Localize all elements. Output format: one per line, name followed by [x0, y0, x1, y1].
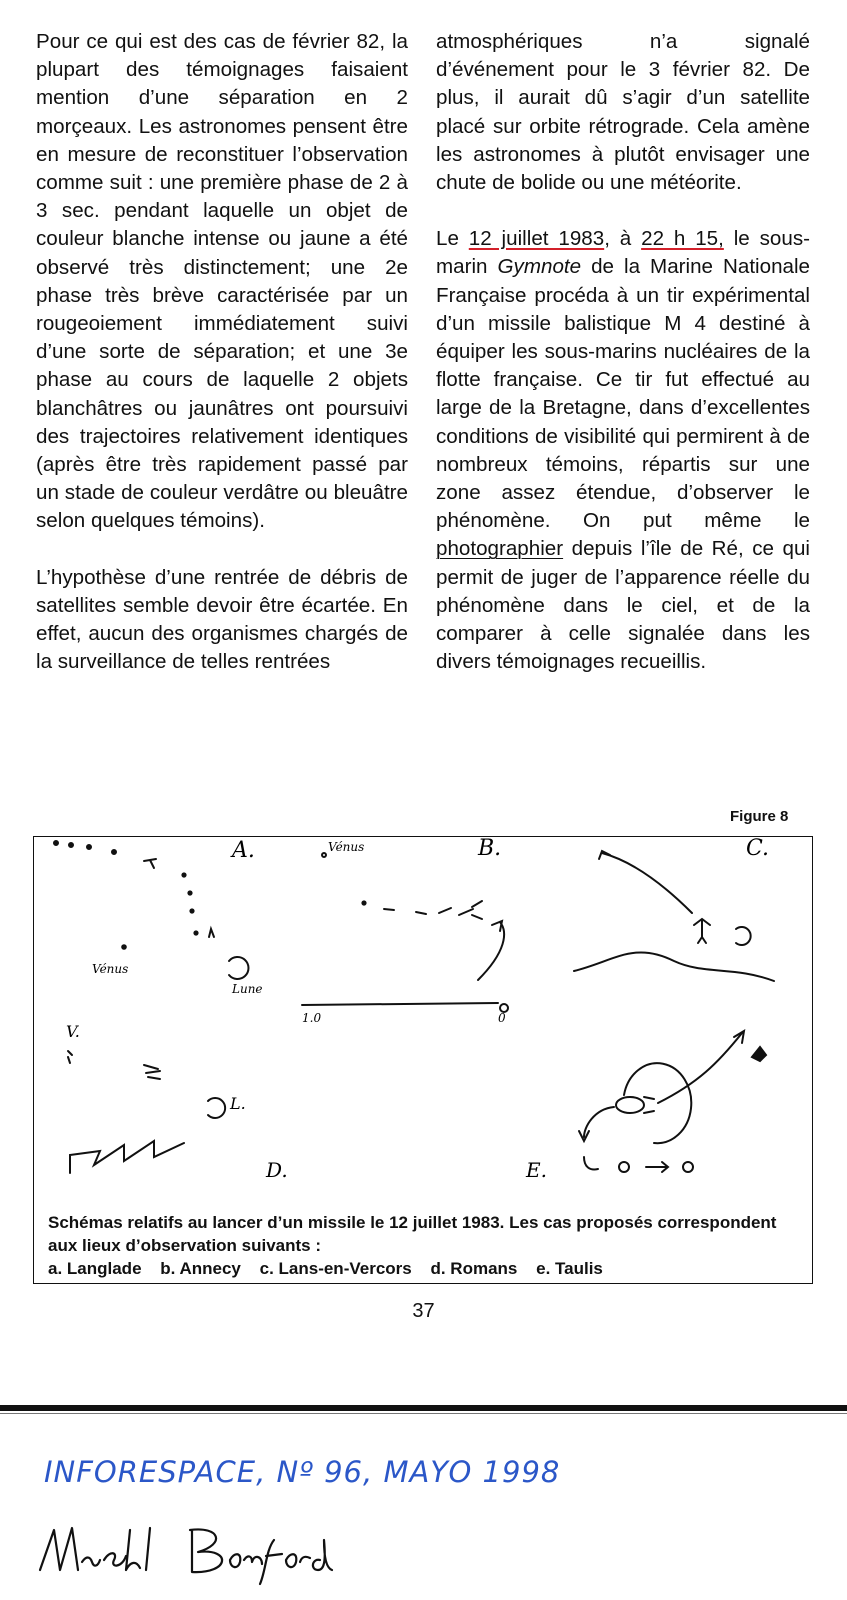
page-bottom-rule-thin: [0, 1413, 847, 1414]
figure-caption: [48, 1211, 798, 1280]
paragraph: [436, 225, 810, 676]
handwritten-reference: INFORESPACE, Nº 96, MAYO 1998: [44, 1455, 561, 1489]
label-venus-b: Vénus: [328, 840, 365, 854]
text: depuis l’île de Ré, ce qui permit de juger de l’apparence réelle du phénomène dans le ciel, et de la comparer à celle signalée dans les divers témoignages recueillis.: [436, 537, 810, 674]
label-v: V.: [66, 1022, 80, 1041]
place-e: e. Taulis: [536, 1259, 603, 1278]
place-c: c. Lans-en-Vercors: [259, 1259, 412, 1278]
signature: [30, 1510, 390, 1590]
page-number: 37: [412, 1300, 435, 1322]
sketch-b-trajectory: [302, 853, 508, 1012]
page-bottom-rule: [0, 1405, 847, 1411]
caption-text: Schémas relatifs au lancer d’un missile le 12 juillet 1983. Les cas proposés correspondent aux lieux d’observation suivants :: [48, 1213, 777, 1255]
label-lune: Lune: [232, 982, 263, 996]
text: le sous-marin: [436, 227, 810, 279]
label-scale-left: 1.0: [302, 1011, 322, 1025]
label-venus-a: Vénus: [92, 962, 129, 976]
figure-sketches: [34, 837, 812, 1209]
caption-places: [48, 1257, 798, 1280]
sketch-a-trajectory: [54, 841, 248, 979]
sketch-e: [579, 1031, 766, 1172]
text: de la Marine Nationale Française procéda à un tir expérimental d’un missile balistique M 4 destiné à équiper les sous-marins nucléaires de la flotte française. Ce tir fut effectué au large de la Bretagne, dans d’excellentes conditions de visibilité qui permirent à de nombreux témoins, répartis sur une zone assez étendue, d’observer le phénomène. On put même le: [436, 255, 811, 533]
label-b: B.: [478, 837, 502, 861]
label-c: C.: [746, 837, 770, 861]
label-l: L.: [230, 1094, 246, 1113]
underlined-word: photographier: [436, 537, 564, 561]
text: , à: [604, 227, 642, 251]
text-column-left: [36, 28, 408, 676]
place-b: b. Annecy: [160, 1259, 241, 1278]
figure-box: [33, 836, 813, 1284]
submarine-name: Gymnote: [497, 255, 582, 279]
sketch-d: [68, 1051, 225, 1173]
paragraph: L’hypothèse d’une rentrée de débris de satellites semble devoir être écartée. En effet, aucun des organismes chargés de la surveillance de telles rentrées: [36, 565, 408, 674]
text-column-right: [436, 28, 810, 676]
label-a: A.: [232, 838, 255, 863]
label-e: E.: [526, 1158, 547, 1182]
underlined-time: 22 h 15,: [641, 227, 724, 251]
label-scale-right: 0: [498, 1011, 506, 1025]
underlined-date: 12 juillet 1983: [468, 227, 605, 251]
label-d: D.: [266, 1158, 288, 1182]
paragraph: atmosphériques n’a signalé d’événement pour le 3 février 82. De plus, il aurait dû s’agir d’un satellite placé sur orbite rétrograde. Cela amène les astronomes à plutôt envisager une chute de bolide ou une météorite.: [436, 30, 810, 195]
place-d: d. Romans: [430, 1259, 518, 1278]
figure-label: Figure 8: [730, 808, 789, 825]
text: Le: [436, 227, 469, 251]
paragraph: Pour ce qui est des cas de février 82, la plupart des témoignages faisaient mention d’une séparation en 2 morçeaux. Les astronomes pensent être en mesure de reconstituer l’observation comme suit : une première phase de 2 à 3 sec. pendant laquelle un objet de couleur blanche intense ou jaune a été observé très distinctement; une 2e phase très brève caractérisée par un rougeoiement immédiatement suivi d’une sorte de séparation; et une 3e phase au cours de laquelle 2 objets blanchâtres ou jaunâtres ont poursuivi des trajectoires relativement identiques (après être très rapidement passé par un stade de couleur verdâtre ou bleuâtre selon quelques témoins).: [36, 30, 408, 533]
sketch-c: [574, 851, 774, 981]
place-a: a. Langlade: [48, 1259, 142, 1278]
